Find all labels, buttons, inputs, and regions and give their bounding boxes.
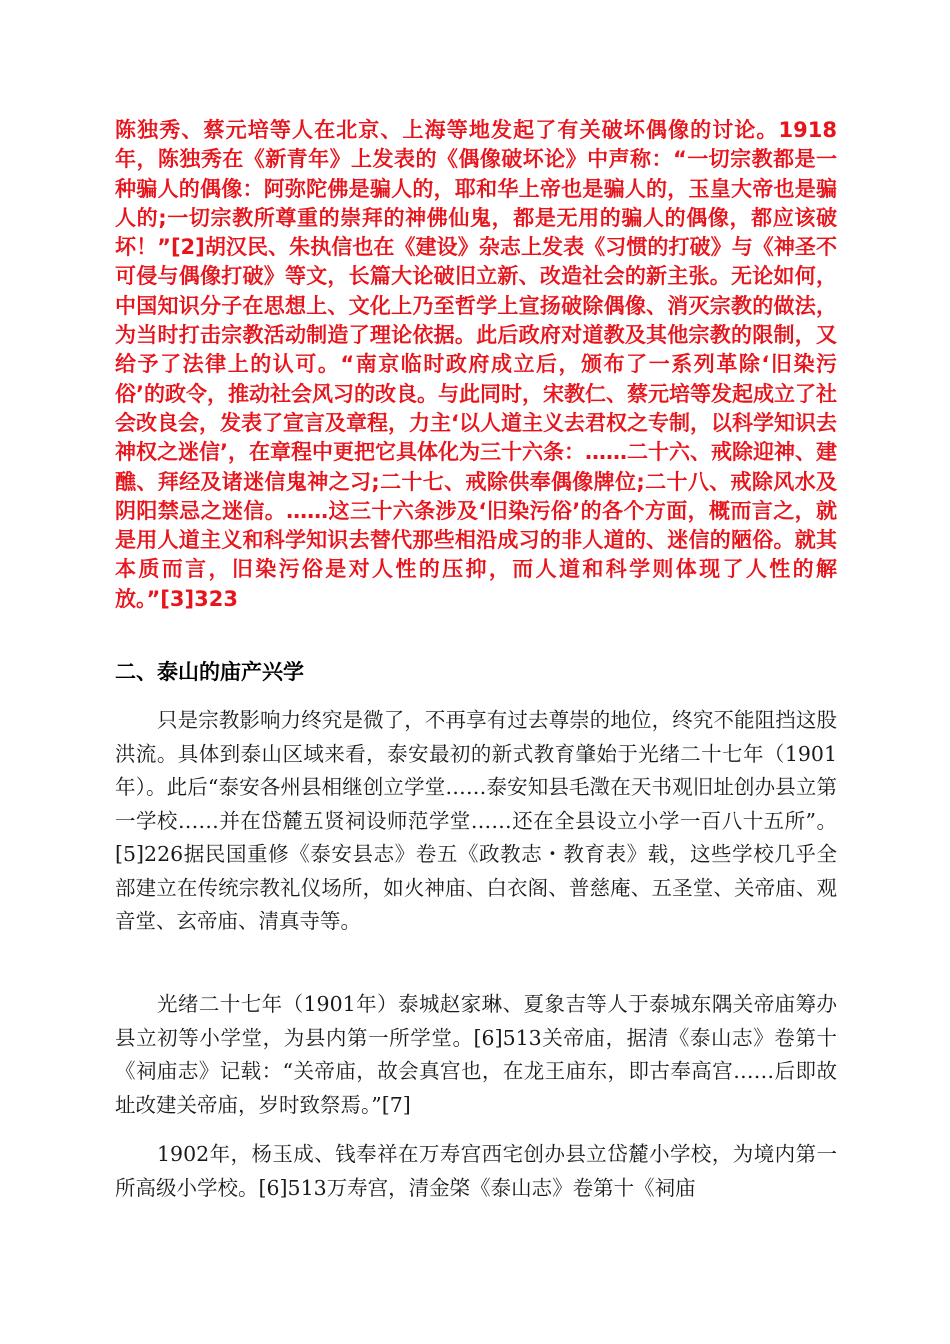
body-paragraph: 光绪二十七年（1901年）泰城赵家琳、夏象吉等人于泰城东隅关帝庙筹办县立初等小学堂，为县内第一所学堂。[6]513关帝庙，据清《泰山志》卷第十《祠庙志》记载：“关帝庙，故会真宫也，在龙王庙东，即古奉高宫……后即故址改建关帝庙，岁时致祭焉。”[7] bbox=[115, 992, 837, 1117]
body-paragraph: 1902年，杨玉成、钱奉祥在万寿宫西宅创办县立岱麓小学校，为境内第一所高级小学校。[6]513万寿宫，清金棨《泰山志》卷第十《祠庙 bbox=[115, 1142, 837, 1200]
quoted-red-paragraph: 陈独秀、蔡元培等人在北京、上海等地发起了有关破坏偶像的讨论。1918年，陈独秀在《新青年》上发表的《偶像破坏论》中声称：“一切宗教都是一种骗人的偶像：阿弥陀佛是骗人的，耶和华上帝也是骗人的，玉皇大帝也是骗人的;一切宗教所尊重的崇拜的神佛仙鬼，都是无用的骗人的偶像，都应该破坏！”[2]胡汉民、朱执信也在《建设》杂志上发表《习惯的打破》与《神圣不可侵与偶像打破》等文，长篇大论破旧立新、改造社会的新主张。无论如何，中国知识分子在思想上、文化上乃至哲学上宣扬破除偶像、消灭宗教的做法，为当时打击宗教活动制造了理论依据。此后政府对道教及其他宗教的限制，又给予了法律上的认可。“南京临时政府成立后，颁布了一系列革除‘旧染污俗’的政令，推动社会风习的改良。与此同时，宋教仁、蔡元培等发起成立了社会改良会，发表了宣言及章程，力主‘以人道主义去君权之专制，以科学知识去神权之迷信’，在章程中更把它具体化为三十六条：……二十六、戒除迎神、建醮、拜经及诸迷信鬼神之习;二十七、戒除供奉偶像牌位;二十八、戒除风水及阴阳禁忌之迷信。……这三十六条涉及‘旧染污俗’的各个方面，概而言之，就是用人道主义和科学知识去替代那些相沿成习的非人道的、迷信的陋俗。就其本质而言，旧染污俗是对人性的压抑，而人道和科学则体现了人性的解放。”[3]323 bbox=[115, 118, 837, 611]
section-heading: 二、泰山的庙产兴学 bbox=[115, 660, 304, 684]
body-paragraph: 只是宗教影响力终究是微了，不再享有过去尊崇的地位，终究不能阻挡这股洪流。具体到泰山区域来看，泰安最初的新式教育肇始于光绪二十七年（1901年）。此后“泰安各州县相继创立学堂……泰安知县毛澂在天书观旧址创办县立第一学校……并在岱麓五贤祠设师范学堂……还在全县设立小学一百八十五所”。[5]226据民国重修《泰安县志》卷五《政教志・教育表》载，这些学校几乎全部建立在传统宗教礼仪场所，如火神庙、白衣阁、普慈庵、五圣堂、关帝庙、观音堂、玄帝庙、清真寺等。 bbox=[115, 708, 837, 933]
